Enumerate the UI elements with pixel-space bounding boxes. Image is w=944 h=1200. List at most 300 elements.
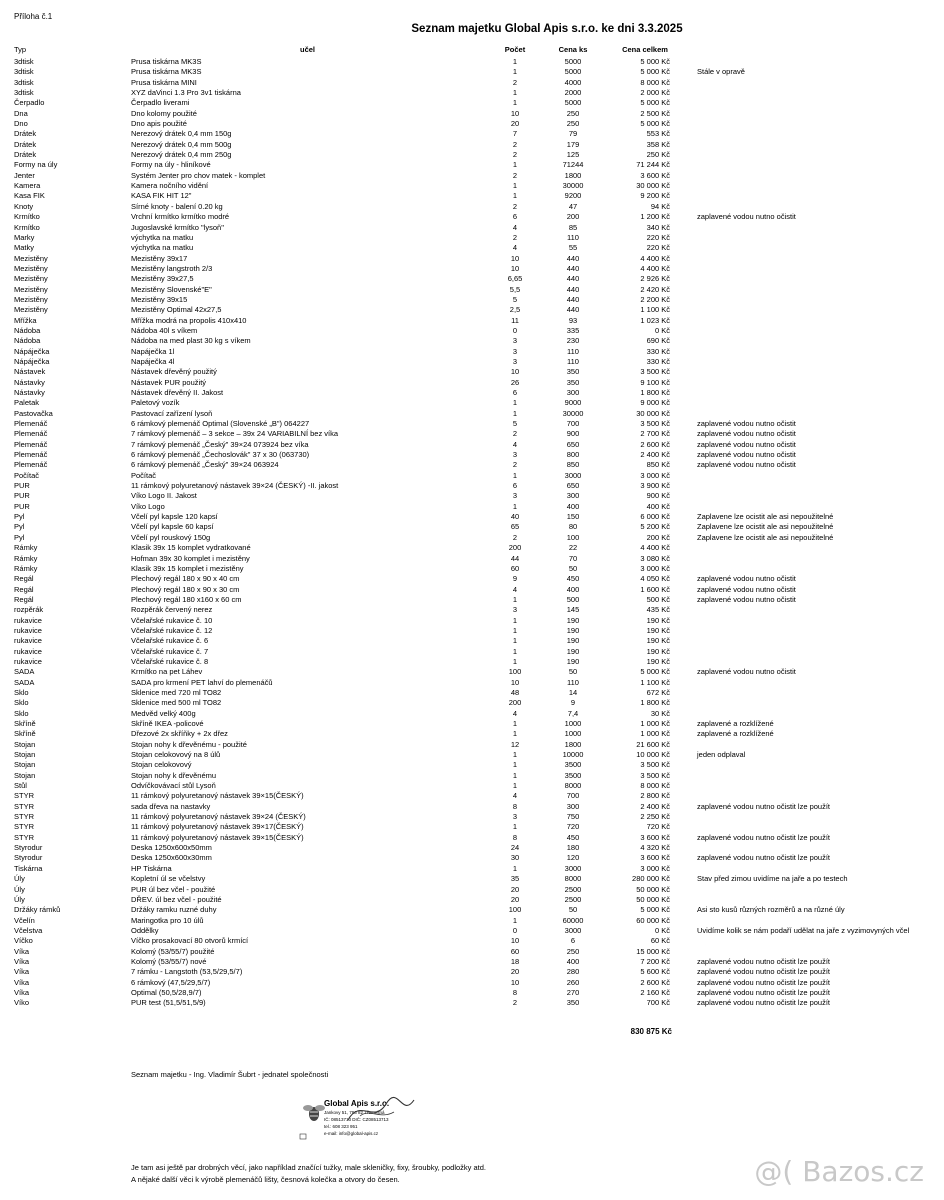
row-price: 71244 xyxy=(562,160,584,170)
row-total: 190 Kč xyxy=(646,646,670,656)
table-row xyxy=(0,605,944,615)
row-price: 5000 xyxy=(564,57,582,66)
header-qty: Počet xyxy=(504,45,526,54)
row-price: 47 xyxy=(568,201,578,211)
row-price: 700 xyxy=(566,419,580,429)
row-qty: 200 xyxy=(508,698,522,708)
row-name: HP Tiskárna xyxy=(131,863,172,873)
row-total: 8 000 Kč xyxy=(640,781,670,791)
row-type: Styrodur xyxy=(14,843,43,853)
row-name: Plechový regál 180 x 90 x 30 cm xyxy=(131,584,240,594)
row-type: Víka xyxy=(14,977,30,987)
table-row xyxy=(0,812,944,822)
row-price: 350 xyxy=(566,367,580,377)
row-type: 3dtisk xyxy=(14,77,34,87)
table-row xyxy=(0,78,944,88)
table-row xyxy=(0,688,944,698)
row-type: Knoty xyxy=(14,201,34,211)
row-name: DŘEV. úl bez včel - použité xyxy=(131,894,222,904)
row-total: 30 Kč xyxy=(650,708,670,718)
row-type: Držáky rámků xyxy=(14,905,61,915)
row-qty: 2 xyxy=(512,998,518,1008)
row-name: Plechový regál 180 x160 x 60 cm xyxy=(131,594,242,604)
row-note: zaplavené vodou nutno očistit lze použít xyxy=(697,967,831,977)
row-price: 190 xyxy=(566,646,580,656)
row-type: Mezistěny xyxy=(14,263,48,273)
row-price: 350 xyxy=(566,377,580,387)
row-name: Maringotka pro 10 úlů xyxy=(131,915,204,925)
header-price: Cena ks xyxy=(558,45,588,54)
row-price: 50 xyxy=(568,905,578,915)
row-qty: 1 xyxy=(512,760,518,770)
table-row xyxy=(0,822,944,832)
table-row xyxy=(0,543,944,553)
row-name: Stojan nohy k dřevěnému xyxy=(131,770,217,780)
row-price: 350 xyxy=(566,998,580,1008)
row-price: 9200 xyxy=(564,191,582,201)
row-qty: 1 xyxy=(512,57,518,66)
row-qty: 26 xyxy=(510,377,520,387)
row-name: Prusa tiskárna MK3S xyxy=(131,67,202,77)
row-note: Stále v opravě xyxy=(697,67,745,77)
row-name: 7 rámku - Langstoth (53,5/29,5/7) xyxy=(131,967,243,977)
row-qty: 8 xyxy=(512,801,518,811)
row-total: 3 000 Kč xyxy=(640,470,670,480)
table-row xyxy=(0,750,944,760)
row-qty: 1 xyxy=(512,625,518,635)
table-row xyxy=(0,98,944,108)
row-total: 850 Kč xyxy=(646,460,670,470)
row-note: zaplavené vodou nutno očistit lze použít xyxy=(697,801,831,811)
row-price: 2000 xyxy=(564,88,582,98)
row-total: 3 500 Kč xyxy=(640,770,670,780)
row-qty: 2 xyxy=(512,150,518,160)
row-total: 3 600 Kč xyxy=(640,170,670,180)
table-row xyxy=(0,440,944,450)
row-qty: 1 xyxy=(512,67,518,77)
row-qty: 30 xyxy=(510,853,520,863)
table-row xyxy=(0,802,944,812)
row-type: rukavice xyxy=(14,646,42,656)
row-name: Nástavek PUR použitý xyxy=(131,377,207,387)
row-name: Dřezové 2x skříňky + 2x dřez xyxy=(131,729,228,739)
row-price: 2500 xyxy=(564,894,582,904)
table-row xyxy=(0,129,944,139)
row-type: SADA xyxy=(14,677,35,687)
row-total: 358 Kč xyxy=(646,139,670,149)
row-name: Skříně IKEA -policové xyxy=(131,719,204,728)
row-name: Systém Jenter pro chov matek - komplet xyxy=(131,170,266,180)
row-name: 6 rámkový (47,5/29,5/7) xyxy=(131,977,211,987)
watermark: @( Bazos.cz xyxy=(754,1155,924,1188)
row-type: rukavice xyxy=(14,615,42,625)
row-note: zaplavené vodou nutno očistit xyxy=(697,212,796,222)
table-row xyxy=(0,398,944,408)
row-price: 5000 xyxy=(564,67,582,77)
table-row xyxy=(0,160,944,170)
row-type: Pyl xyxy=(14,532,25,542)
row-total: 1 800 Kč xyxy=(640,388,670,397)
row-total: 190 Kč xyxy=(646,656,670,666)
stamp-email: e-mail: info@global-apis.cz xyxy=(324,1131,379,1136)
table-row xyxy=(0,626,944,636)
row-price: 440 xyxy=(566,253,580,263)
row-total: 2 200 Kč xyxy=(640,294,670,304)
row-qty: 10 xyxy=(510,108,520,118)
row-qty: 18 xyxy=(510,956,520,966)
row-qty: 1 xyxy=(512,915,518,925)
row-name: Víko Logo II. Jakost xyxy=(131,491,197,501)
row-price: 850 xyxy=(566,460,580,470)
row-note: zaplavené vodou nutno očistit lze použít xyxy=(697,853,831,863)
row-qty: 6 xyxy=(512,481,518,491)
row-qty: 1 xyxy=(512,646,518,656)
row-name: 6 rámkový plemenáč „Český" 39×24 063924 xyxy=(131,460,279,470)
row-qty: 10 xyxy=(510,367,520,377)
row-type: Regál xyxy=(14,584,34,594)
row-type: Dna xyxy=(14,108,28,118)
row-total: 7 200 Kč xyxy=(640,956,670,966)
row-name: Mezistěny 39x27,5 xyxy=(131,274,194,284)
row-name: Sklenice med 500 ml TO82 xyxy=(131,698,222,708)
row-qty: 1 xyxy=(512,781,518,791)
row-name: Nádoba 40l s víkem xyxy=(131,325,198,335)
row-name: Včelí pyl kapsle 60 kapsí xyxy=(131,522,214,532)
row-total: 8 000 Kč xyxy=(640,77,670,87)
row-price: 180 xyxy=(566,843,580,853)
row-name: Jugoslavské krmítko "lysoň" xyxy=(131,222,224,232)
table-row xyxy=(0,616,944,626)
row-price: 50 xyxy=(568,667,578,677)
row-price: 3500 xyxy=(564,760,582,770)
row-price: 3000 xyxy=(564,925,582,935)
row-type: 3dtisk xyxy=(14,67,34,77)
table-row xyxy=(0,212,944,222)
table-row xyxy=(0,533,944,543)
row-name: Hofman 39x 30 komplet i mezistěny xyxy=(131,553,250,563)
company-stamp xyxy=(290,1090,428,1154)
row-price: 60000 xyxy=(562,915,584,925)
row-total: 5 000 Kč xyxy=(640,905,670,915)
row-type: Drátek xyxy=(14,150,37,160)
row-price: 800 xyxy=(566,450,580,460)
row-type: Regál xyxy=(14,574,34,584)
row-qty: 6 xyxy=(512,212,518,222)
row-price: 80 xyxy=(568,522,578,532)
row-qty: 2 xyxy=(512,170,518,180)
row-total: 1 023 Kč xyxy=(640,315,670,325)
table-row xyxy=(0,388,944,398)
table-row xyxy=(0,926,944,936)
row-price: 650 xyxy=(566,481,580,491)
row-price: 400 xyxy=(566,501,580,511)
table-row xyxy=(0,274,944,284)
row-price: 2500 xyxy=(564,884,582,894)
row-qty: 65 xyxy=(510,522,520,532)
row-type: Krmítko xyxy=(14,222,40,232)
row-total: 400 Kč xyxy=(646,501,670,511)
row-qty: 1 xyxy=(512,729,518,739)
row-type: Mezistěny xyxy=(14,305,48,315)
header-total: Cena celkem xyxy=(622,45,668,54)
row-note: zaplavené vodou nutno očistit xyxy=(697,460,796,470)
row-type: Kasa FIK xyxy=(14,191,45,201)
table-row xyxy=(0,512,944,522)
row-price: 1000 xyxy=(564,719,582,728)
row-total: 690 Kč xyxy=(646,336,670,346)
row-name: Napáječka 1l xyxy=(131,346,175,356)
row-name: Stojan celokovový xyxy=(131,760,192,770)
row-total: 220 Kč xyxy=(646,232,670,242)
table-row xyxy=(0,853,944,863)
row-type: Včelstva xyxy=(14,925,43,935)
row-total: 9 200 Kč xyxy=(640,191,670,201)
row-type: Skříně xyxy=(14,719,36,728)
row-type: Nádoba xyxy=(14,325,41,335)
row-name: Dno apis použité xyxy=(131,119,187,129)
row-name: 11 rámkový polyuretanový nástavek 39×17(ČESKÝ) xyxy=(131,822,304,832)
row-name: výchytka na matku xyxy=(131,243,194,253)
row-price: 700 xyxy=(566,791,580,801)
row-price: 270 xyxy=(566,987,580,997)
row-qty: 24 xyxy=(510,843,520,853)
table-row xyxy=(0,471,944,481)
row-note: zaplavené vodou nutno očistit xyxy=(697,450,796,460)
row-price: 335 xyxy=(566,325,580,335)
row-name: Nerezový drátek 0,4 mm 150g xyxy=(131,129,232,139)
row-price: 79 xyxy=(568,129,578,139)
row-type: Víka xyxy=(14,967,30,977)
row-type: Drátek xyxy=(14,129,37,139)
row-price: 100 xyxy=(566,532,580,542)
row-price: 440 xyxy=(566,263,580,273)
row-price: 720 xyxy=(566,822,580,832)
row-qty: 20 xyxy=(510,119,520,129)
row-total: 553 Kč xyxy=(646,129,670,139)
row-total: 5 000 Kč xyxy=(640,57,670,66)
row-type: Sklo xyxy=(14,698,29,708)
row-name: Kamera nočního vidění xyxy=(131,181,209,191)
row-note: zaplavené vodou nutno očistit lze použít xyxy=(697,987,831,997)
row-price: 9000 xyxy=(564,398,582,408)
row-type: STYR xyxy=(14,832,35,842)
table-row xyxy=(0,647,944,657)
row-name: Sklenice med 720 ml TO82 xyxy=(131,687,222,697)
row-name: Sírné knoty - balení 0.20 kg xyxy=(131,201,223,211)
row-total: 4 400 Kč xyxy=(640,543,670,553)
row-note: zaplavené a rozklížené xyxy=(697,719,774,728)
row-total: 3 000 Kč xyxy=(640,563,670,573)
row-total: 30 000 Kč xyxy=(636,408,670,418)
row-qty: 20 xyxy=(510,967,520,977)
row-type: rukavice xyxy=(14,625,42,635)
row-name: Formy na úly - hliníkové xyxy=(131,160,211,170)
row-type: Rámky xyxy=(14,553,38,563)
table-row xyxy=(0,595,944,605)
row-total: 1 000 Kč xyxy=(640,719,670,728)
row-qty: 2 xyxy=(512,232,518,242)
row-type: Včelín xyxy=(14,915,35,925)
table-row xyxy=(0,481,944,491)
row-qty: 100 xyxy=(508,667,522,677)
row-total: 4 050 Kč xyxy=(640,574,670,584)
row-total: 330 Kč xyxy=(646,356,670,366)
row-qty: 6 xyxy=(512,388,518,397)
row-note: Zaplavene lze ocistit ale asi nepoužitelné xyxy=(697,522,834,532)
row-qty: 5,5 xyxy=(509,284,521,294)
row-total: 2 600 Kč xyxy=(640,977,670,987)
row-qty: 1 xyxy=(512,501,518,511)
table-row xyxy=(0,295,944,305)
row-type: Úly xyxy=(14,894,25,904)
row-type: Mřížka xyxy=(14,315,37,325)
row-total: 250 Kč xyxy=(646,150,670,160)
table-row xyxy=(0,895,944,905)
row-qty: 100 xyxy=(508,905,522,915)
row-qty: 4 xyxy=(512,243,518,253)
row-note: zaplavené vodou nutno očistit lze použít xyxy=(697,832,831,842)
row-price: 750 xyxy=(566,812,580,822)
row-price: 120 xyxy=(566,853,580,863)
row-name: 11 rámkový polyuretanový nástavek 39×15(ČESKÝ) xyxy=(131,791,304,801)
row-price: 145 xyxy=(566,605,580,615)
row-type: Nápáječka xyxy=(14,346,50,356)
table-row xyxy=(0,191,944,201)
row-price: 260 xyxy=(566,977,580,987)
row-total: 30 000 Kč xyxy=(636,181,670,191)
row-total: 1 200 Kč xyxy=(640,212,670,222)
table-row xyxy=(0,760,944,770)
row-name: Plechový regál 180 x 90 x 40 cm xyxy=(131,574,240,584)
row-total: 50 000 Kč xyxy=(636,884,670,894)
row-qty: 3 xyxy=(512,450,518,460)
row-type: Formy na úly xyxy=(14,160,58,170)
row-name: Mřížka modrá na propolis 410x410 xyxy=(131,315,247,325)
row-total: 2 420 Kč xyxy=(640,284,670,294)
row-qty: 3 xyxy=(512,336,518,346)
table-row xyxy=(0,223,944,233)
row-qty: 12 xyxy=(510,739,520,749)
table-row xyxy=(0,502,944,512)
row-total: 900 Kč xyxy=(646,491,670,501)
row-type: Nástavky xyxy=(14,388,45,397)
row-note: Asi sto kusů různých rozměrů a na různé úly xyxy=(697,905,845,915)
table-row xyxy=(0,585,944,595)
table-header xyxy=(0,45,944,56)
row-note: Stav před zimou uvidíme na jaře a po testech xyxy=(697,874,848,884)
row-total: 700 Kč xyxy=(646,998,670,1008)
footnote-1: Je tam asi ještě par drobných věcí, jako například značící tužky, male skleničky, fixy, šroubky, podložky atd. xyxy=(131,1163,487,1172)
row-qty: 3 xyxy=(512,346,518,356)
row-price: 8000 xyxy=(564,874,582,884)
row-name: Čerpadlo liverami xyxy=(131,98,190,108)
row-total: 720 Kč xyxy=(646,822,670,832)
row-price: 1800 xyxy=(564,739,582,749)
table-row xyxy=(0,698,944,708)
row-name: Dno kolomy použité xyxy=(131,108,197,118)
table-row xyxy=(0,460,944,470)
row-name: Včelařské rukavice č. 10 xyxy=(131,615,213,625)
row-type: Čerpadlo xyxy=(14,98,45,108)
row-type: Nádoba xyxy=(14,336,41,346)
row-type: Matky xyxy=(14,243,35,253)
table-row xyxy=(0,409,944,419)
row-note: jeden odplaval xyxy=(697,750,746,760)
table-row xyxy=(0,833,944,843)
row-name: Prusa tiskárna MINI xyxy=(131,77,197,87)
row-qty: 44 xyxy=(510,553,520,563)
annex-label: Příloha č.1 xyxy=(14,12,53,21)
row-name: Klasik 39x 15 komplet i mezistěny xyxy=(131,563,244,573)
row-qty: 4 xyxy=(512,439,518,449)
row-qty: 1 xyxy=(512,615,518,625)
row-type: Skříně xyxy=(14,729,36,739)
table-row xyxy=(0,947,944,957)
row-name: Optimal (50,5/28,9/7) xyxy=(131,987,202,997)
table-row xyxy=(0,171,944,181)
row-total: 3 500 Kč xyxy=(640,419,670,429)
row-price: 85 xyxy=(568,222,578,232)
row-type: Stojan xyxy=(14,750,36,760)
row-name: 6 rámkový plemenáč „Čechoslovák" 37 x 30 (063730) xyxy=(131,450,310,460)
table-row xyxy=(0,967,944,977)
stamp-company: Global Apis s.r.o. xyxy=(324,1099,390,1108)
row-type: PUR xyxy=(14,501,30,511)
table-row xyxy=(0,678,944,688)
row-type: Pastovačka xyxy=(14,408,53,418)
row-name: Mezistěny 39x15 xyxy=(131,294,188,304)
row-name: Kopletní úl se včelstvy xyxy=(131,874,206,884)
row-qty: 10 xyxy=(510,253,520,263)
row-type: rukavice xyxy=(14,656,42,666)
table-row xyxy=(0,791,944,801)
row-type: Stojan xyxy=(14,770,36,780)
signature-line: Seznam majetku - Ing. Vladimír Šubrt - jednatel společnosti xyxy=(131,1070,329,1079)
row-total: 3 900 Kč xyxy=(640,481,670,491)
row-qty: 1 xyxy=(512,750,518,760)
row-name: Deska 1250x600x30mm xyxy=(131,853,212,863)
row-type: rozpěrák xyxy=(14,605,44,615)
table-row xyxy=(0,429,944,439)
row-qty: 2 xyxy=(512,532,518,542)
row-total: 2 600 Kč xyxy=(640,439,670,449)
row-name: Napáječka 4l xyxy=(131,356,175,366)
row-price: 190 xyxy=(566,615,580,625)
row-qty: 2 xyxy=(512,460,518,470)
row-price: 440 xyxy=(566,274,580,284)
row-name: Mezistěny langstroth 2/3 xyxy=(131,263,213,273)
row-qty: 35 xyxy=(510,874,520,884)
table-row xyxy=(0,285,944,295)
row-qty: 4 xyxy=(512,708,518,718)
row-name: Držáky ramku ruzné duhy xyxy=(131,905,217,915)
row-total: 9 000 Kč xyxy=(640,398,670,408)
row-total: 280 000 Kč xyxy=(632,874,670,884)
row-type: Krmítko xyxy=(14,212,40,222)
table-row xyxy=(0,316,944,326)
row-total: 4 320 Kč xyxy=(640,843,670,853)
row-type: Plemenáč xyxy=(14,460,48,470)
row-price: 650 xyxy=(566,439,580,449)
row-price: 500 xyxy=(566,594,580,604)
row-name: Nerezový drátek 0,4 mm 250g xyxy=(131,150,232,160)
row-qty: 10 xyxy=(510,677,520,687)
row-name: Mezistěny 39x17 xyxy=(131,253,188,263)
row-type: Regál xyxy=(14,594,34,604)
row-note: zaplavené vodou nutno očistit xyxy=(697,584,796,594)
row-total: 1 100 Kč xyxy=(640,305,670,315)
row-total: 5 000 Kč xyxy=(640,119,670,129)
